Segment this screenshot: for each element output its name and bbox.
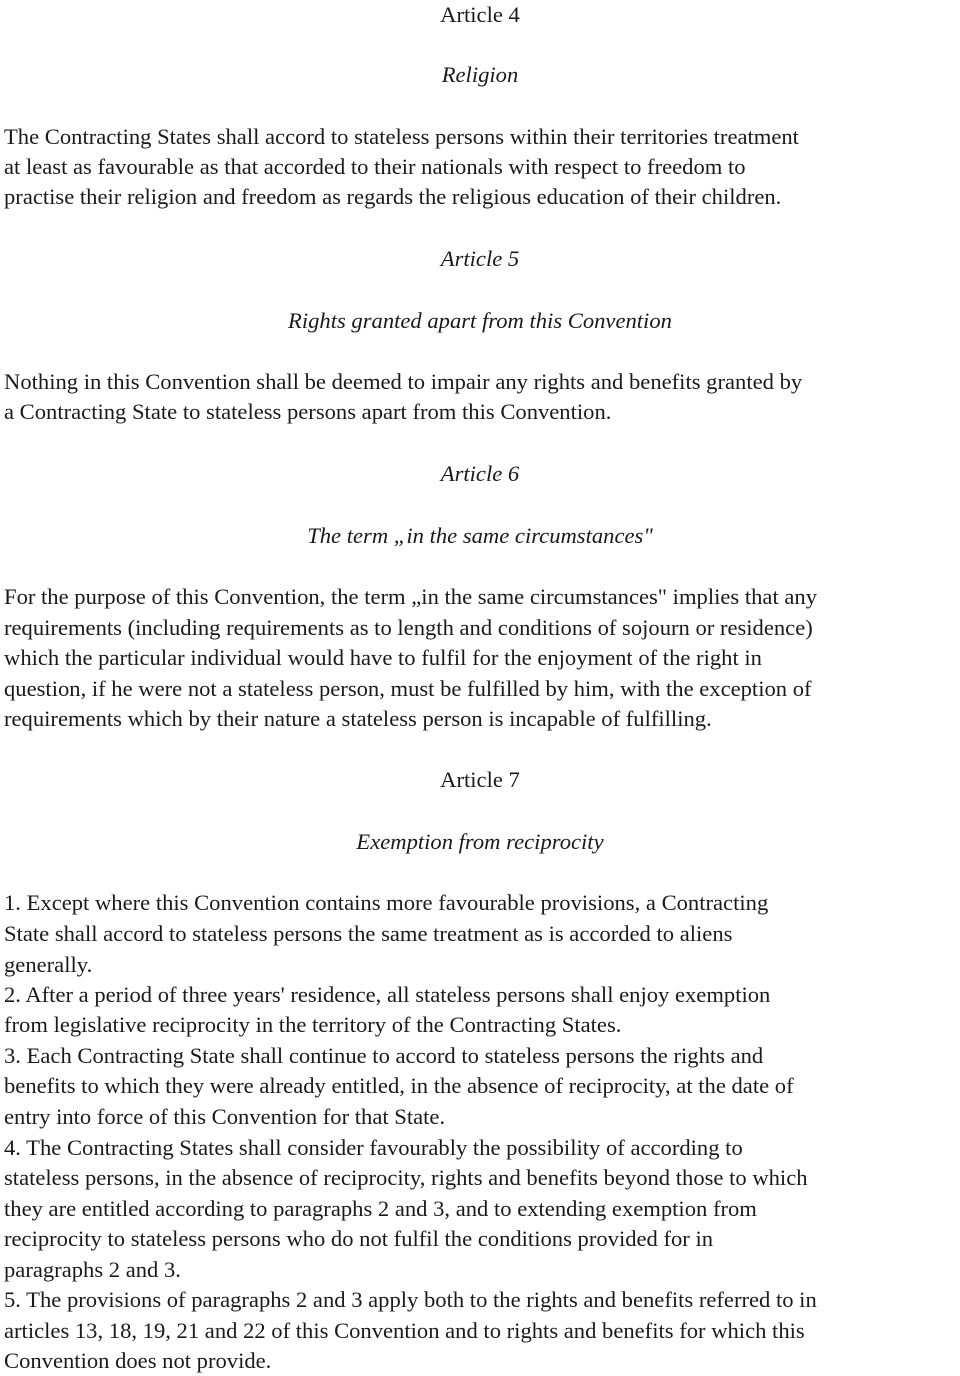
article-title: Religion	[441, 62, 519, 87]
body-line: Convention does not provide.	[4, 1348, 272, 1373]
body-line: at least as favourable as that accorded to their nationals with respect to freedom to	[4, 154, 746, 179]
body-line: entry into force of this Convention for that State.	[4, 1104, 446, 1129]
body-line: paragraphs 2 and 3.	[4, 1257, 181, 1282]
body-line: 4. The Contracting States shall consider favourably the possibility of according to	[4, 1135, 743, 1160]
article-title: Rights granted apart from this Convention	[288, 308, 672, 333]
body-line: Nothing in this Convention shall be deemed to impair any rights and benefits granted by	[4, 369, 803, 394]
article-title: The term „in the same circumstances"	[307, 523, 653, 548]
body-line: The Contracting States shall accord to stateless persons within their territories treatment	[4, 124, 799, 149]
article-heading: Article 7	[440, 767, 520, 792]
body-line: State shall accord to stateless persons the same treatment as is accorded to aliens	[4, 921, 733, 946]
article-heading: Article 4	[440, 2, 520, 27]
body-line: reciprocity to stateless persons who do not fulfil the conditions provided for in	[4, 1226, 714, 1251]
body-line: requirements which by their nature a stateless person is incapable of fulfilling.	[4, 706, 712, 731]
body-line: stateless persons, in the absence of reciprocity, rights and benefits beyond those to which	[4, 1165, 808, 1190]
body-line: a Contracting State to stateless persons apart from this Convention.	[4, 399, 612, 424]
body-line: generally.	[4, 952, 93, 977]
article-heading: Article 5	[440, 246, 520, 271]
body-line: question, if he were not a stateless person, must be fulfilled by him, with the exception of	[4, 676, 812, 701]
body-line: 5. The provisions of paragraphs 2 and 3 apply both to the rights and benefits referred to in	[4, 1287, 817, 1312]
body-line: benefits to which they were already entitled, in the absence of reciprocity, at the date of	[4, 1073, 794, 1098]
body-line: from legislative reciprocity in the territory of the Contracting States.	[4, 1012, 622, 1037]
body-line: requirements (including requirements as to length and conditions of sojourn or residence)	[4, 615, 813, 640]
body-line: 1. Except where this Convention contains more favourable provisions, a Contracting	[4, 890, 769, 915]
article-title: Exemption from reciprocity	[356, 829, 604, 854]
body-line: which the particular individual would have to fulfil for the enjoyment of the right in	[4, 645, 762, 670]
body-line: 2. After a period of three years' residence, all stateless persons shall enjoy exemption	[4, 982, 771, 1007]
body-line: practise their religion and freedom as regards the religious education of their children.	[4, 184, 782, 209]
body-line: 3. Each Contracting State shall continue to accord to stateless persons the rights and	[4, 1043, 764, 1068]
body-line: they are entitled according to paragraphs 2 and 3, and to extending exemption from	[4, 1196, 757, 1221]
body-line: articles 13, 18, 19, 21 and 22 of this Convention and to rights and benefits for which this	[4, 1318, 805, 1343]
article-heading: Article 6	[440, 461, 520, 486]
body-line: For the purpose of this Convention, the term „in the same circumstances" implies that any	[4, 584, 817, 609]
